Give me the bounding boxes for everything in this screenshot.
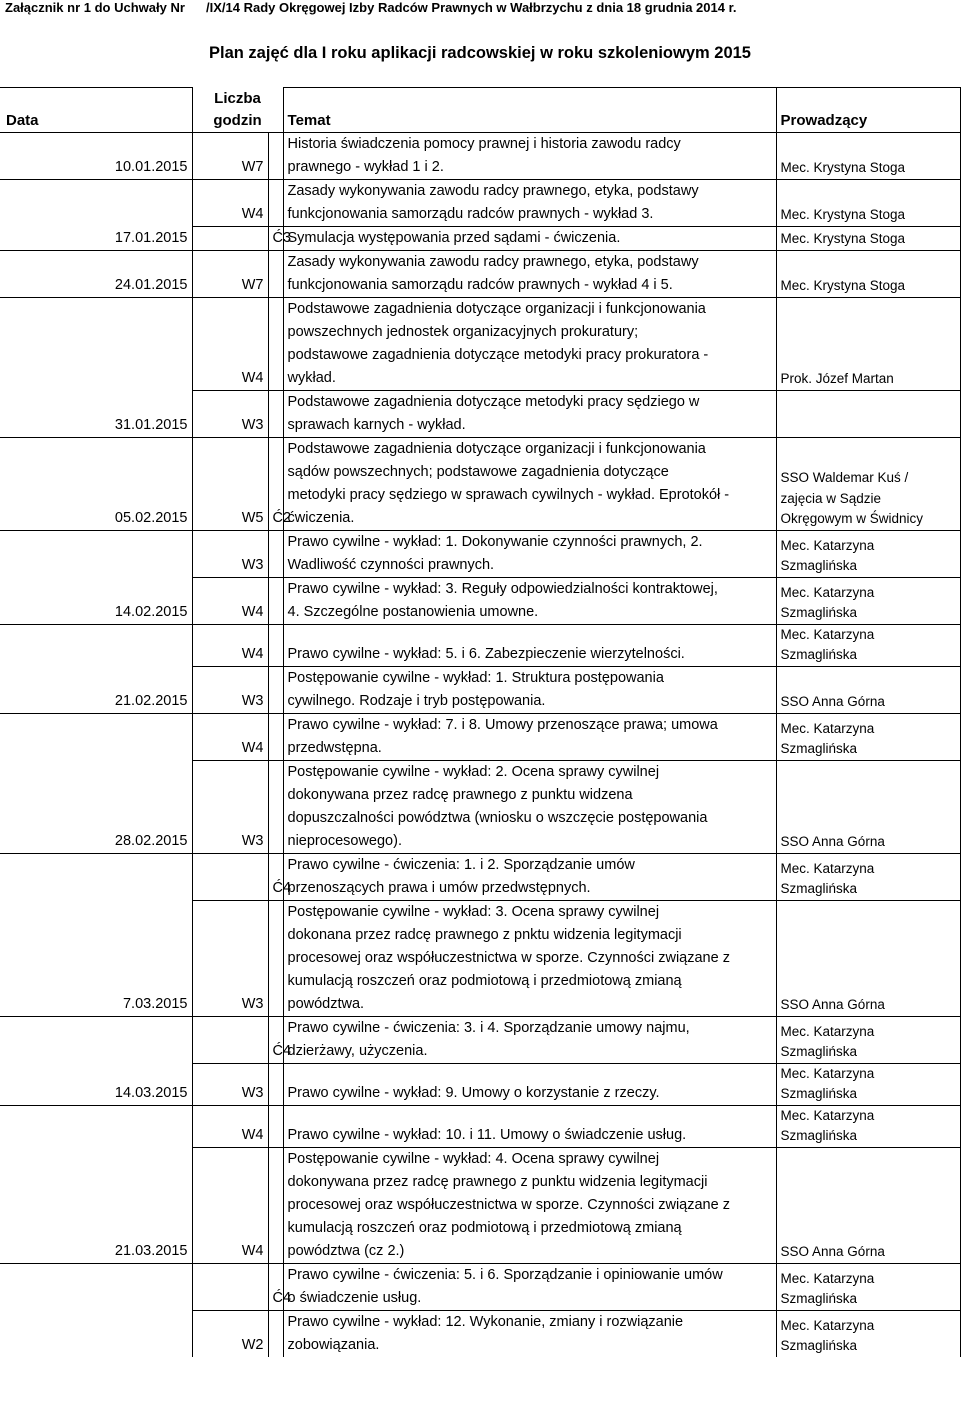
row-topic: [283, 1016, 776, 1063]
row-hours: W4: [192, 1147, 268, 1263]
table-row: [0, 1063, 960, 1105]
row-topic: [283, 1147, 776, 1263]
topic-line: procesowej oraz współuczestnictwa w sporze. Czynności związane z: [287, 1196, 730, 1213]
row-hours: [192, 853, 268, 900]
lecturer-line: Okręgowym w Świdnicy: [780, 511, 924, 526]
row-exercise: [268, 390, 283, 437]
row-topic: [283, 179, 776, 226]
topic-line: Historia świadczenia pomocy prawnej i historia zawodu radcy: [287, 135, 681, 152]
row-exercise: [268, 713, 283, 760]
row-hours: W4: [192, 297, 268, 390]
topic-line: Prawo cywilne - wykład: 3. Reguły odpowiedzialności kontraktowej,: [287, 580, 718, 597]
col-hours-line2: godzin: [213, 111, 262, 129]
row-hours: W2: [192, 1310, 268, 1357]
row-exercise: [268, 1310, 283, 1357]
table-row: [0, 297, 960, 390]
topic-line: Postępowanie cywilne - wykład: 3. Ocena sprawy cywilnej: [287, 903, 660, 920]
header-row: [0, 88, 960, 133]
table-row: [0, 132, 960, 179]
row-topic: [283, 666, 776, 713]
table-row: [0, 1310, 960, 1357]
row-lecturer: [776, 132, 960, 179]
table-row: [0, 390, 960, 437]
row-hours: [192, 1263, 268, 1310]
topic-line: Postępowanie cywilne - wykład: 2. Ocena sprawy cywilnej: [287, 763, 660, 780]
table-row: [0, 1147, 960, 1263]
row-hours: W3: [192, 530, 268, 577]
lecturer-line: Mec. Katarzyna: [780, 626, 875, 642]
row-exercise: [268, 297, 283, 390]
row-topic: [283, 226, 776, 250]
topic-line: dokonywana przez radcę prawnego z punktu widzenia legitymacji: [287, 1173, 708, 1190]
topic-line: nieprocesowego).: [287, 832, 402, 849]
row-topic: [283, 760, 776, 853]
row-hours: W3: [192, 900, 268, 1016]
row-date: [0, 1310, 192, 1357]
row-hours: [192, 1016, 268, 1063]
topic-line: funkcjonowania samorządu radców prawnych - wykład 4 i 5.: [287, 276, 673, 293]
row-exercise: Ć2: [268, 437, 283, 530]
topic-line: wykład.: [287, 369, 336, 386]
row-topic: [283, 250, 776, 297]
topic-line: dopuszczalności powództwa (wniosku o wszczęcie postępowania: [287, 809, 708, 826]
topic-line: sprawach karnych - wykład.: [287, 416, 466, 433]
topic-line: Podstawowe zagadnienia dotyczące organizacji i funkcjonowania: [287, 440, 706, 457]
row-date: [0, 530, 192, 577]
row-exercise: Ć4: [268, 1263, 283, 1310]
row-date: [0, 297, 192, 390]
row-lecturer: [776, 179, 960, 226]
row-exercise: Ć3: [268, 226, 283, 250]
row-date: 28.02.2015: [114, 832, 188, 849]
topic-line: Postępowanie cywilne - wykład: 1. Struktura postępowania: [287, 669, 664, 686]
attachment-label: Załącznik nr 1 do Uchwały Nr: [5, 0, 185, 15]
row-date: 7.03.2015: [122, 995, 188, 1012]
row-date: 31.01.2015: [114, 416, 188, 433]
lecturer-line: Szmaglińska: [780, 881, 858, 896]
topic-line: Prawo cywilne - wykład: 1. Dokonywanie czynności prawnych, 2.: [287, 533, 703, 550]
row-lecturer: [776, 1063, 960, 1105]
row-topic: [283, 437, 776, 530]
row-exercise: [268, 666, 283, 713]
row-lecturer: [776, 226, 960, 250]
topic-line: zobowiązania.: [287, 1336, 380, 1353]
row-lecturer: [776, 853, 960, 900]
lecturer-line: Mec. Krystyna Stoga: [780, 207, 906, 222]
row-hours: W5: [192, 437, 268, 530]
topic-line: Prawo cywilne - wykład: 5. i 6. Zabezpieczenie wierzytelności.: [287, 645, 685, 662]
topic-line: o świadczenie usług.: [287, 1289, 422, 1306]
topic-line: sądów powszechnych; podstawowe zagadnienia dotyczące: [287, 463, 669, 480]
row-lecturer: [776, 713, 960, 760]
lecturer-line: Mec. Katarzyna: [780, 1270, 875, 1286]
topic-line: dzierżawy, użyczenia.: [287, 1042, 428, 1059]
topic-line: Prawo cywilne - ćwiczenia: 1. i 2. Sporządzanie umów: [287, 856, 635, 873]
row-date: [0, 1105, 192, 1147]
schedule-table: [0, 87, 961, 1357]
row-lecturer: [776, 297, 960, 390]
row-exercise: Ć4: [268, 853, 283, 900]
table-row: [0, 1263, 960, 1310]
row-lecturer: [776, 390, 960, 437]
row-date: 14.02.2015: [114, 603, 188, 620]
lecturer-line: SSO Anna Górna: [780, 1244, 885, 1259]
lecturer-line: Mec. Katarzyna: [780, 720, 875, 736]
lecturer-line: Szmaglińska: [780, 647, 858, 662]
row-exercise: [268, 900, 283, 1016]
row-exercise: [268, 760, 283, 853]
row-lecturer: [776, 577, 960, 624]
row-exercise: [268, 624, 283, 666]
table-row: [0, 226, 960, 250]
lecturer-line: Mec. Katarzyna: [780, 1065, 875, 1081]
resolution-label: /IX/14 Rady Okręgowej Izby Radców Prawnych w Wałbrzychu z dnia 18 grudnia 2014 r.: [206, 0, 737, 15]
row-lecturer: [776, 1147, 960, 1263]
row-exercise: Ć4: [268, 1016, 283, 1063]
row-exercise: [268, 577, 283, 624]
topic-line: kumulacją roszczeń oraz podmiotową i przedmiotową zmianą: [287, 1219, 682, 1236]
row-lecturer: [776, 900, 960, 1016]
lecturer-line: Prok. Józef Martan: [780, 371, 894, 386]
row-topic: [283, 297, 776, 390]
topic-line: Podstawowe zagadnienia dotyczące organizacji i funkcjonowania: [287, 300, 706, 317]
table-row: [0, 900, 960, 1016]
row-lecturer: [776, 1016, 960, 1063]
row-date: 05.02.2015: [0, 437, 192, 530]
row-hours: W4: [192, 713, 268, 760]
lecturer-line: Mec. Krystyna Stoga: [780, 278, 906, 293]
row-hours: W3: [192, 760, 268, 853]
row-topic: [283, 390, 776, 437]
row-hours: W4: [192, 624, 268, 666]
row-exercise: [268, 530, 283, 577]
row-lecturer: [776, 530, 960, 577]
row-date: [0, 1263, 192, 1310]
table-row: [0, 530, 960, 577]
topic-line: dokonywana przez radcę prawnego z punktu widzena: [287, 786, 633, 803]
row-exercise: [268, 250, 283, 297]
row-lecturer: [776, 250, 960, 297]
row-date: [0, 624, 192, 666]
lecturer-line: Mec. Katarzyna: [780, 537, 875, 553]
topic-line: powszechnych jednostek organizacyjnych prokuratury;: [287, 323, 639, 340]
row-hours: W7: [192, 132, 268, 179]
schedule-body: [0, 88, 960, 1357]
topic-line: metodyki pracy sędziego w sprawach cywilnych - wykład. Eprotokół -: [287, 486, 730, 503]
topic-line: 4. Szczególne postanowienia umowne.: [287, 603, 539, 620]
topic-line: powództwa (cz 2.): [287, 1242, 405, 1259]
topic-line: Zasady wykonywania zawodu radcy prawnego, etyka, podstawy: [287, 182, 699, 199]
row-topic: [283, 713, 776, 760]
row-topic: [283, 577, 776, 624]
topic-line: dokonana przez radcę prawnego z pnktu widzenia legitymacji: [287, 926, 682, 943]
row-hours: [192, 226, 268, 250]
table-row: [0, 1016, 960, 1063]
row-hours: W7: [192, 250, 268, 297]
topic-line: Podstawowe zagadnienia dotyczące metodyki pracy sędziego w: [287, 393, 700, 410]
topic-line: funkcjonowania samorządu radców prawnych - wykład 3.: [287, 205, 654, 222]
row-topic: [283, 900, 776, 1016]
topic-line: Prawo cywilne - wykład: 7. i 8. Umowy przenoszące prawa; umowa: [287, 716, 718, 733]
topic-line: Prawo cywilne - ćwiczenia: 3. i 4. Sporządzanie umowy najmu,: [287, 1019, 690, 1036]
topic-line: Prawo cywilne - ćwiczenia: 5. i 6. Sporządzanie i opiniowanie umów: [287, 1266, 723, 1283]
row-lecturer: [776, 1105, 960, 1147]
row-date: [0, 713, 192, 760]
table-row: [0, 760, 960, 853]
lecturer-line: SSO Anna Górna: [780, 694, 885, 709]
lecturer-line: Mec. Katarzyna: [780, 1107, 875, 1123]
row-hours: W3: [192, 666, 268, 713]
row-topic: [283, 853, 776, 900]
col-topic-header: Temat: [283, 88, 776, 133]
col-hours-line1: Liczba: [214, 89, 261, 107]
row-exercise: [268, 132, 283, 179]
topic-line: cywilnego. Rodzaje i tryb postępowania.: [287, 692, 546, 709]
row-topic: [283, 1105, 776, 1147]
lecturer-line: Mec. Krystyna Stoga: [780, 231, 906, 246]
row-lecturer: [776, 1263, 960, 1310]
topic-line: podstawowe zagadnienia dotyczące metodyki pracy prokuratora -: [287, 346, 709, 363]
plan-title: Plan zajęć dla I roku aplikacji radcowskiej w roku szkoleniowym 2015: [209, 44, 751, 62]
col-lecturer-header: Prowadzący: [776, 88, 960, 133]
row-hours: W4: [192, 179, 268, 226]
lecturer-line: Szmaglińska: [780, 605, 858, 620]
row-date: 21.03.2015: [114, 1242, 188, 1259]
lecturer-line: Mec. Katarzyna: [780, 860, 875, 876]
row-lecturer: [776, 1310, 960, 1357]
row-exercise: [268, 1063, 283, 1105]
lecturer-line: Mec. Krystyna Stoga: [780, 160, 906, 175]
lecturer-line: SSO Anna Górna: [780, 997, 885, 1012]
row-topic: [283, 624, 776, 666]
row-exercise: [268, 1147, 283, 1263]
lecturer-line: SSO Anna Górna: [780, 834, 885, 849]
row-exercise: [268, 179, 283, 226]
row-hours: W3: [192, 1063, 268, 1105]
row-topic: [283, 1263, 776, 1310]
row-date: 24.01.2015: [0, 250, 192, 297]
topic-line: Symulacja występowania przed sądami - ćwiczenia.: [287, 229, 621, 246]
lecturer-line: zajęcia w Sądzie: [780, 490, 882, 506]
table-row: [0, 437, 960, 530]
topic-line: kumulacją roszczeń oraz podmiotową i przedmiotową zmianą: [287, 972, 682, 989]
lecturer-line: Szmaglińska: [780, 1044, 858, 1059]
table-row: [0, 577, 960, 624]
table-row: [0, 179, 960, 226]
lecturer-line: Mec. Katarzyna: [780, 1317, 875, 1333]
topic-line: ćwiczenia.: [287, 509, 355, 526]
col-date-header: Data: [0, 88, 192, 133]
topic-line: przedwstępna.: [287, 739, 382, 756]
row-date: [0, 1016, 192, 1063]
lecturer-line: Szmaglińska: [780, 1338, 858, 1353]
row-topic: [283, 132, 776, 179]
topic-line: przenoszących prawa i umów przedwstępnych.: [287, 879, 591, 896]
table-row: [0, 666, 960, 713]
topic-line: Zasady wykonywania zawodu radcy prawnego, etyka, podstawy: [287, 253, 699, 270]
lecturer-line: Mec. Katarzyna: [780, 1023, 875, 1039]
lecturer-line: Szmaglińska: [780, 1086, 858, 1101]
row-date: [0, 179, 192, 226]
topic-line: Prawo cywilne - wykład: 9. Umowy o korzystanie z rzeczy.: [287, 1084, 660, 1101]
lecturer-line: Szmaglińska: [780, 741, 858, 756]
row-lecturer: [776, 437, 960, 530]
row-hours: W4: [192, 577, 268, 624]
table-row: [0, 1105, 960, 1147]
topic-line: Postępowanie cywilne - wykład: 4. Ocena sprawy cywilnej: [287, 1150, 660, 1167]
row-lecturer: [776, 666, 960, 713]
row-hours: W3: [192, 390, 268, 437]
topic-line: procesowej oraz współuczestnictwa w sporze. Czynności związane z: [287, 949, 730, 966]
lecturer-line: Mec. Katarzyna: [780, 584, 875, 600]
topic-line: Wadliwość czynności prawnych.: [287, 556, 495, 573]
lecturer-line: SSO Waldemar Kuś /: [780, 470, 909, 485]
row-date: 21.02.2015: [114, 692, 188, 709]
row-date: 10.01.2015: [0, 132, 192, 179]
table-row: [0, 853, 960, 900]
topic-line: Prawo cywilne - wykład: 10. i 11. Umowy o świadczenie usług.: [287, 1126, 687, 1143]
lecturer-line: Szmaglińska: [780, 1291, 858, 1306]
lecturer-line: Szmaglińska: [780, 558, 858, 573]
table-row: [0, 250, 960, 297]
topic-line: powództwa.: [287, 995, 365, 1012]
row-topic: [283, 1310, 776, 1357]
table-row: [0, 713, 960, 760]
col-hours-header: [192, 88, 283, 133]
topic-line: prawnego - wykład 1 i 2.: [287, 158, 444, 175]
row-date: 17.01.2015: [114, 229, 188, 246]
row-hours: W4: [192, 1105, 268, 1147]
lecturer-line: Szmaglińska: [780, 1128, 858, 1143]
row-lecturer: [776, 624, 960, 666]
table-row: [0, 624, 960, 666]
row-topic: [283, 530, 776, 577]
row-exercise: [268, 1105, 283, 1147]
topic-line: Prawo cywilne - wykład: 12. Wykonanie, zmiany i rozwiązanie: [287, 1313, 684, 1330]
row-topic: [283, 1063, 776, 1105]
row-lecturer: [776, 760, 960, 853]
row-date: [0, 853, 192, 900]
row-date: 14.03.2015: [114, 1084, 188, 1101]
